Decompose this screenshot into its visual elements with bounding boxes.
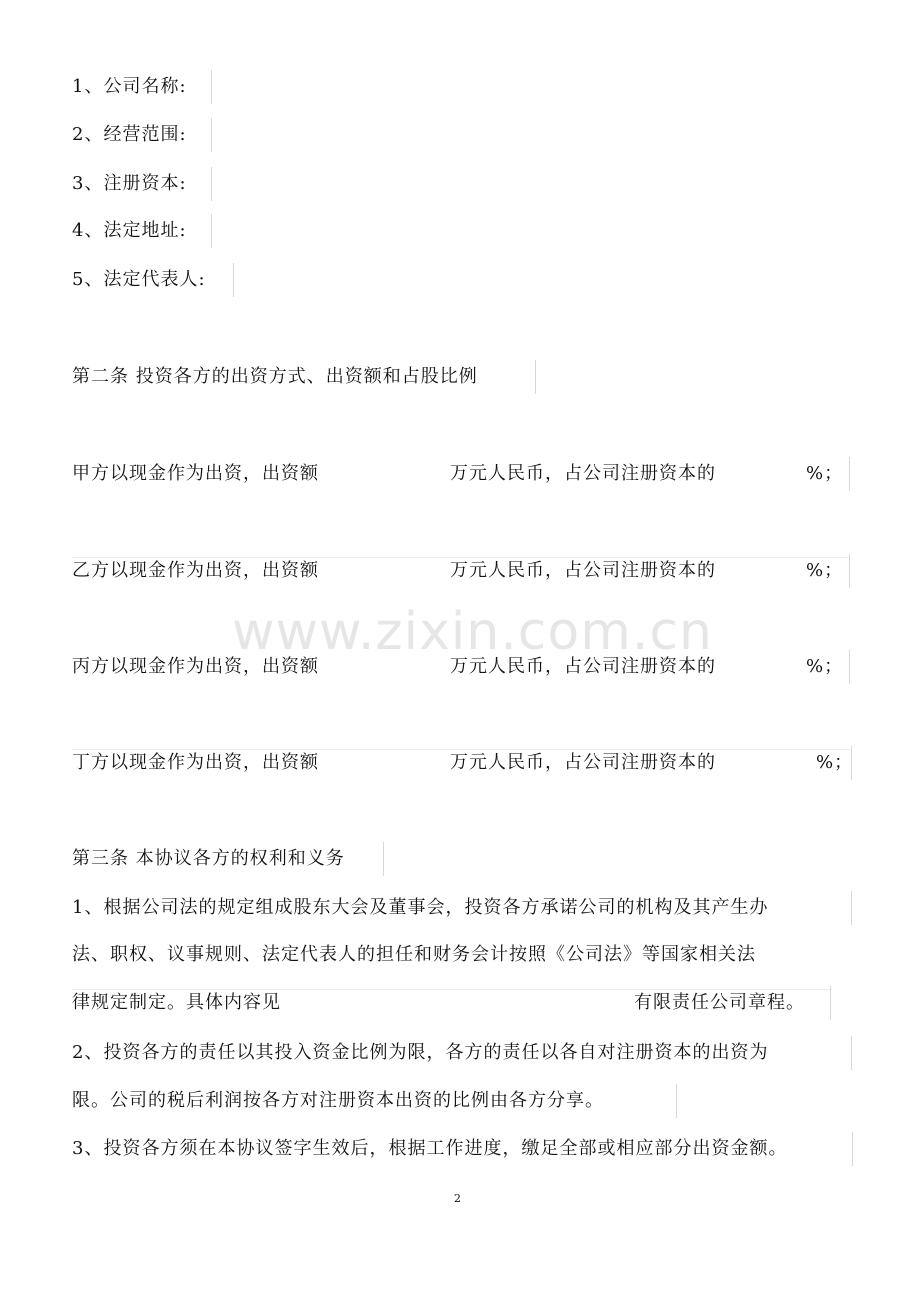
- page-number: 2: [454, 1192, 461, 1205]
- article3-para2-line1: 2、投资各方的责任以其投入资金比例为限，各方的责任以各自对注册资本的出资为: [72, 1042, 769, 1063]
- field-divider: [211, 70, 212, 104]
- field-divider: [211, 214, 212, 248]
- percent-label: %；: [806, 656, 844, 677]
- article3-para1-line2: 法、职权、议事规则、法定代表人的担任和财务会计按照《公司法》等国家相关法: [72, 944, 756, 965]
- party-label: 丁方以现金作为出资，出资额: [72, 752, 319, 773]
- article2-heading: 第二条 投资各方的出资方式、出资额和占股比例: [72, 366, 478, 387]
- party-label: 乙方以现金作为出资，出资额: [72, 560, 319, 581]
- field-divider: [211, 167, 212, 201]
- legal-address-label: 4、法定地址:: [72, 220, 187, 241]
- percent-label: %；: [806, 463, 844, 484]
- field-divider: [211, 118, 212, 152]
- line-divider: [830, 986, 831, 1020]
- amount-unit-label: 万元人民币，占公司注册资本的: [450, 463, 716, 484]
- line-divider: [851, 1036, 852, 1070]
- company-charter-text: 有限责任公司章程。: [634, 992, 805, 1013]
- registered-capital-label: 3、注册资本:: [72, 173, 187, 194]
- row-divider: [851, 746, 852, 780]
- heading-divider: [535, 360, 536, 394]
- heading-divider: [383, 842, 384, 876]
- legal-representative-label: 5、法定代表人:: [72, 269, 206, 290]
- line-divider: [852, 1132, 853, 1166]
- company-name-label: 1、公司名称:: [72, 76, 187, 97]
- amount-unit-label: 万元人民币，占公司注册资本的: [450, 656, 716, 677]
- row-divider: [849, 650, 850, 684]
- article3-para2-line2: 限。公司的税后利润按各方对注册资本出资的比例由各方分享。: [72, 1090, 604, 1111]
- row-divider: [849, 554, 850, 588]
- row-divider: [849, 457, 850, 491]
- article3-heading: 第三条 本协议各方的权利和义务: [72, 848, 345, 869]
- article3-para3-line1: 3、投资各方须在本协议签字生效后，根据工作进度，缴足全部或相应部分出资金额。: [72, 1138, 788, 1159]
- line-divider: [676, 1084, 677, 1118]
- field-divider: [233, 263, 234, 297]
- business-scope-label: 2、经营范围:: [72, 124, 187, 145]
- watermark-text: www.zixin.com.cn: [232, 602, 713, 662]
- reference-text: 律规定制定。具体内容见: [72, 992, 281, 1013]
- line-divider: [851, 891, 852, 925]
- amount-unit-label: 万元人民币，占公司注册资本的: [450, 560, 716, 581]
- percent-label: %；: [816, 752, 854, 773]
- amount-unit-label: 万元人民币，占公司注册资本的: [450, 752, 716, 773]
- party-label: 丙方以现金作为出资，出资额: [72, 656, 319, 677]
- party-label: 甲方以现金作为出资，出资额: [72, 463, 319, 484]
- article3-para1-line1: 1、根据公司法的规定组成股东大会及董事会，投资各方承诺公司的机构及其产生办: [72, 897, 769, 918]
- percent-label: %；: [806, 560, 844, 581]
